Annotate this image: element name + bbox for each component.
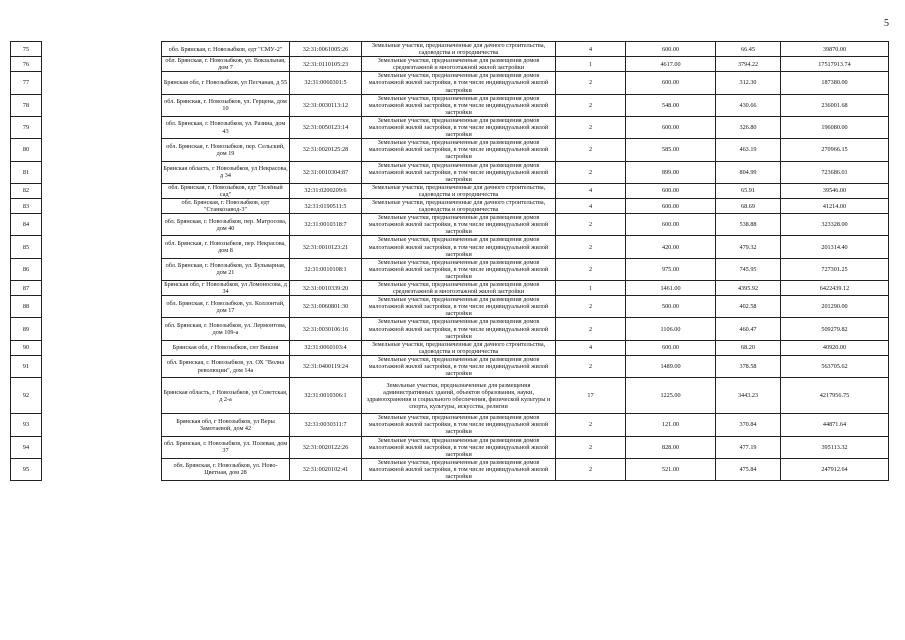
address-cell: обл. Брянская, г. Новозыбков, ул. Коллонтай, дом 17 bbox=[162, 296, 290, 318]
table-row bbox=[11, 296, 889, 318]
use-group-cell: 2 bbox=[556, 94, 626, 116]
cadastral-value-cell: 17517913.74 bbox=[781, 57, 889, 72]
table-row bbox=[11, 161, 889, 183]
specific-value-cell: 378.58 bbox=[716, 355, 781, 377]
cadastral-number-cell: 32:31:0010108:1 bbox=[290, 258, 362, 280]
cadastral-value-cell: 236001.68 bbox=[781, 94, 889, 116]
spacer-cell bbox=[42, 458, 162, 480]
cadastral-value-cell: 44871.64 bbox=[781, 414, 889, 436]
area-cell: 600.00 bbox=[626, 198, 716, 213]
cadastral-number-cell: 32:31:0050123:14 bbox=[290, 116, 362, 138]
cadastral-number-cell: 32:31:0010318:7 bbox=[290, 214, 362, 236]
permitted-use-cell: Земельные участки, предназначенные для размещения домов малоэтажной жилой застройки, в том числе индивидуальной жилой застройки bbox=[362, 116, 556, 138]
row-number-cell: 92 bbox=[11, 378, 42, 414]
table-row bbox=[11, 94, 889, 116]
permitted-use-cell: Земельные участки, предназначенные для дачного строительства, садоводства и огородничества bbox=[362, 340, 556, 355]
use-group-cell: 4 bbox=[556, 198, 626, 213]
row-number-cell: 86 bbox=[11, 258, 42, 280]
specific-value-cell: 3443.23 bbox=[716, 378, 781, 414]
area-cell: 1225.00 bbox=[626, 378, 716, 414]
area-cell: 1461.00 bbox=[626, 281, 716, 296]
specific-value-cell: 312.30 bbox=[716, 72, 781, 94]
use-group-cell: 2 bbox=[556, 236, 626, 258]
table-row bbox=[11, 57, 889, 72]
address-cell: Брянская область, г Новозыбков, ул Некрасова, д 34 bbox=[162, 161, 290, 183]
use-group-cell: 2 bbox=[556, 139, 626, 161]
address-cell: обл. Брянская, г. Новозыбков, ул. Лермонтова, дом 109-а bbox=[162, 318, 290, 340]
table-row bbox=[11, 258, 889, 280]
specific-value-cell: 370.84 bbox=[716, 414, 781, 436]
use-group-cell: 2 bbox=[556, 318, 626, 340]
area-cell: 600.00 bbox=[626, 340, 716, 355]
use-group-cell: 2 bbox=[556, 72, 626, 94]
address-cell: обл. Брянская, г. Новозыбков, пер. Некрасова, дом 8 bbox=[162, 236, 290, 258]
permitted-use-cell: Земельные участки, предназначенные для размещения домов малоэтажной жилой застройки, в том числе индивидуальной жилой застройки bbox=[362, 458, 556, 480]
specific-value-cell: 402.58 bbox=[716, 296, 781, 318]
address-cell: Брянская обл, г Новозыбков, снт Вишня bbox=[162, 340, 290, 355]
permitted-use-cell: Земельные участки, предназначенные для размещения домов малоэтажной жилой застройки, в том числе индивидуальной жилой застройки bbox=[362, 436, 556, 458]
permitted-use-cell: Земельные участки, предназначенные для дачного строительства, садоводства и огородничества bbox=[362, 198, 556, 213]
use-group-cell: 2 bbox=[556, 161, 626, 183]
cadastral-number-cell: 32:31:0020122:26 bbox=[290, 436, 362, 458]
cadastral-number-cell: 32:31:0030106:16 bbox=[290, 318, 362, 340]
row-number-cell: 77 bbox=[11, 72, 42, 94]
permitted-use-cell: Земельные участки, предназначенные для размещения домов малоэтажной жилой застройки, в том числе индивидуальной жилой застройки bbox=[362, 236, 556, 258]
row-number-cell: 85 bbox=[11, 236, 42, 258]
specific-value-cell: 475.84 bbox=[716, 458, 781, 480]
address-cell: Брянская обл, г Новозыбков, ул Веры Замотаевой, дом 42 bbox=[162, 414, 290, 436]
address-cell: обл. Брянская, г. Новозыбков, пер. Сельский, дом 19 bbox=[162, 139, 290, 161]
row-number-cell: 81 bbox=[11, 161, 42, 183]
use-group-cell: 4 bbox=[556, 340, 626, 355]
address-cell: обл. Брянская, г. Новозыбков, пер. Матросова, дом 40 bbox=[162, 214, 290, 236]
area-cell: 600.00 bbox=[626, 72, 716, 94]
cadastral-value-cell: 39870.00 bbox=[781, 42, 889, 57]
area-cell: 585.00 bbox=[626, 139, 716, 161]
cadastral-value-cell: 187380.00 bbox=[781, 72, 889, 94]
specific-value-cell: 804.99 bbox=[716, 161, 781, 183]
specific-value-cell: 538.88 bbox=[716, 214, 781, 236]
cadastral-value-cell: 196080.00 bbox=[781, 116, 889, 138]
use-group-cell: 2 bbox=[556, 355, 626, 377]
row-number-cell: 84 bbox=[11, 214, 42, 236]
spacer-cell bbox=[42, 94, 162, 116]
area-cell: 975.00 bbox=[626, 258, 716, 280]
table-row bbox=[11, 198, 889, 213]
row-number-cell: 94 bbox=[11, 436, 42, 458]
row-number-cell: 87 bbox=[11, 281, 42, 296]
cadastral-number-cell: 32:31:0010304:87 bbox=[290, 161, 362, 183]
area-cell: 548.00 bbox=[626, 94, 716, 116]
cadastral-value-cell: 395113.32 bbox=[781, 436, 889, 458]
row-number-cell: 89 bbox=[11, 318, 42, 340]
spacer-cell bbox=[42, 355, 162, 377]
cadastral-number-cell: 32:31:0010306:1 bbox=[290, 378, 362, 414]
permitted-use-cell: Земельные участки, предназначенные для размещения домов малоэтажной жилой застройки, в том числе индивидуальной жилой застройки bbox=[362, 94, 556, 116]
spacer-cell bbox=[42, 42, 162, 57]
cadastral-value-cell: 4217956.75 bbox=[781, 378, 889, 414]
address-cell: обл. Брянская, г. Новозыбков, ул. Герцена, дом 10 bbox=[162, 94, 290, 116]
cadastral-number-cell: 32:31:0010339:20 bbox=[290, 281, 362, 296]
use-group-cell: 2 bbox=[556, 258, 626, 280]
specific-value-cell: 326.80 bbox=[716, 116, 781, 138]
spacer-cell bbox=[42, 161, 162, 183]
table-row bbox=[11, 42, 889, 57]
use-group-cell: 2 bbox=[556, 296, 626, 318]
cadastral-number-cell: 32:31:0020125:28 bbox=[290, 139, 362, 161]
table-row bbox=[11, 340, 889, 355]
table-row bbox=[11, 355, 889, 377]
cadastral-number-cell: 32:31:0060103:4 bbox=[290, 340, 362, 355]
address-cell: обл. Брянская, г. Новозыбков, едт "Зелёный сад" bbox=[162, 183, 290, 198]
use-group-cell: 2 bbox=[556, 414, 626, 436]
cadastral-number-cell: 32:31:0190511:5 bbox=[290, 198, 362, 213]
table-row bbox=[11, 236, 889, 258]
table-row bbox=[11, 72, 889, 94]
permitted-use-cell: Земельные участки, предназначенные для размещения домов среднеэтажной и многоэтажной жилой застройки bbox=[362, 57, 556, 72]
specific-value-cell: 65.91 bbox=[716, 183, 781, 198]
spacer-cell bbox=[42, 139, 162, 161]
table-row bbox=[11, 281, 889, 296]
specific-value-cell: 479.32 bbox=[716, 236, 781, 258]
address-cell: обл. Брянская, г. Новозыбков, ул. Вокзальная, дом 7 bbox=[162, 57, 290, 72]
area-cell: 899.00 bbox=[626, 161, 716, 183]
use-group-cell: 4 bbox=[556, 183, 626, 198]
use-group-cell: 4 bbox=[556, 42, 626, 57]
table-row bbox=[11, 378, 889, 414]
permitted-use-cell: Земельные участки, предназначенные для размещения домов малоэтажной жилой застройки, в том числе индивидуальной жилой застройки bbox=[362, 355, 556, 377]
cadastral-value-cell: 323328.00 bbox=[781, 214, 889, 236]
address-cell: обл. Брянская, г. Новозыбков, едт "Станкозавод-3" bbox=[162, 198, 290, 213]
address-cell: обл. Брянская, г. Новозыбков, ул. Разина, дом 43 bbox=[162, 116, 290, 138]
spacer-cell bbox=[42, 116, 162, 138]
spacer-cell bbox=[42, 414, 162, 436]
cadastral-number-cell: 32:31:0060301:5 bbox=[290, 72, 362, 94]
area-cell: 828.00 bbox=[626, 436, 716, 458]
area-cell: 600.00 bbox=[626, 116, 716, 138]
address-cell: обл. Брянская, г. Новозыбков, ул. Бульварная, дом 21 bbox=[162, 258, 290, 280]
permitted-use-cell: Земельные участки, предназначенные для размещения домов малоэтажной жилой застройки, в том числе индивидуальной жилой застройки bbox=[362, 161, 556, 183]
land-plots-table bbox=[10, 41, 889, 481]
cadastral-value-cell: 41214.00 bbox=[781, 198, 889, 213]
address-cell: Брянская область, г Новозыбков, ул Советская, д 2-а bbox=[162, 378, 290, 414]
cadastral-number-cell: 32:31:0030311:7 bbox=[290, 414, 362, 436]
cadastral-number-cell: 32:31:0030113:12 bbox=[290, 94, 362, 116]
use-group-cell: 2 bbox=[556, 436, 626, 458]
cadastral-value-cell: 270966.15 bbox=[781, 139, 889, 161]
row-number-cell: 90 bbox=[11, 340, 42, 355]
specific-value-cell: 4395.92 bbox=[716, 281, 781, 296]
table-row bbox=[11, 318, 889, 340]
cadastral-number-cell: 32:31:0200209:6 bbox=[290, 183, 362, 198]
cadastral-number-cell: 32:31:0010123:21 bbox=[290, 236, 362, 258]
table-row bbox=[11, 116, 889, 138]
table-row bbox=[11, 458, 889, 480]
area-cell: 600.00 bbox=[626, 42, 716, 57]
area-cell: 600.00 bbox=[626, 214, 716, 236]
row-number-cell: 88 bbox=[11, 296, 42, 318]
cadastral-number-cell: 32:31:0020102:41 bbox=[290, 458, 362, 480]
use-group-cell: 1 bbox=[556, 281, 626, 296]
use-group-cell: 2 bbox=[556, 214, 626, 236]
use-group-cell: 1 bbox=[556, 57, 626, 72]
cadastral-value-cell: 201290.00 bbox=[781, 296, 889, 318]
row-number-cell: 79 bbox=[11, 116, 42, 138]
spacer-cell bbox=[42, 281, 162, 296]
row-number-cell: 82 bbox=[11, 183, 42, 198]
table-row bbox=[11, 214, 889, 236]
permitted-use-cell: Земельные участки, предназначенные для размещения административных зданий, объектов образования, науки, здравоохранения и социального обеспечения, физической культуры и спорта, культуры, искусства, религии bbox=[362, 378, 556, 414]
cadastral-number-cell: 32:31:0060801:30 bbox=[290, 296, 362, 318]
row-number-cell: 83 bbox=[11, 198, 42, 213]
cadastral-value-cell: 201314.40 bbox=[781, 236, 889, 258]
permitted-use-cell: Земельные участки, предназначенные для размещения домов малоэтажной жилой застройки, в том числе индивидуальной жилой застройки bbox=[362, 72, 556, 94]
spacer-cell bbox=[42, 214, 162, 236]
permitted-use-cell: Земельные участки, предназначенные для дачного строительства, садоводства и огородничества bbox=[362, 42, 556, 57]
table-row bbox=[11, 414, 889, 436]
table-row bbox=[11, 436, 889, 458]
area-cell: 521.00 bbox=[626, 458, 716, 480]
area-cell: 500.00 bbox=[626, 296, 716, 318]
specific-value-cell: 745.95 bbox=[716, 258, 781, 280]
permitted-use-cell: Земельные участки, предназначенные для размещения домов малоэтажной жилой застройки, в том числе индивидуальной жилой застройки bbox=[362, 414, 556, 436]
table-row bbox=[11, 183, 889, 198]
cadastral-number-cell: 32:31:0110105:23 bbox=[290, 57, 362, 72]
address-cell: обл. Брянская, г. Новозыбков, ул. Полевая, дом 37 bbox=[162, 436, 290, 458]
cadastral-number-cell: 32:31:0400119:24 bbox=[290, 355, 362, 377]
specific-value-cell: 430.66 bbox=[716, 94, 781, 116]
spacer-cell bbox=[42, 183, 162, 198]
use-group-cell: 17 bbox=[556, 378, 626, 414]
permitted-use-cell: Земельные участки, предназначенные для размещения домов среднеэтажной и многоэтажной жилой застройки bbox=[362, 281, 556, 296]
page-number: 5 bbox=[884, 18, 889, 29]
specific-value-cell: 477.19 bbox=[716, 436, 781, 458]
specific-value-cell: 3794.22 bbox=[716, 57, 781, 72]
specific-value-cell: 66.45 bbox=[716, 42, 781, 57]
cadastral-value-cell: 563705.62 bbox=[781, 355, 889, 377]
area-cell: 4617.00 bbox=[626, 57, 716, 72]
spacer-cell bbox=[42, 436, 162, 458]
row-number-cell: 91 bbox=[11, 355, 42, 377]
row-number-cell: 93 bbox=[11, 414, 42, 436]
row-number-cell: 76 bbox=[11, 57, 42, 72]
cadastral-value-cell: 247912.64 bbox=[781, 458, 889, 480]
spacer-cell bbox=[42, 296, 162, 318]
permitted-use-cell: Земельные участки, предназначенные для размещения домов малоэтажной жилой застройки, в том числе индивидуальной жилой застройки bbox=[362, 139, 556, 161]
table-row bbox=[11, 139, 889, 161]
area-cell: 1106.00 bbox=[626, 318, 716, 340]
address-cell: обл. Брянская, г. Новозыбков, ул. ОХ "Волна революции", дом 14а bbox=[162, 355, 290, 377]
area-cell: 600.00 bbox=[626, 183, 716, 198]
cadastral-value-cell: 39546.00 bbox=[781, 183, 889, 198]
area-cell: 1489.00 bbox=[626, 355, 716, 377]
row-number-cell: 95 bbox=[11, 458, 42, 480]
specific-value-cell: 460.47 bbox=[716, 318, 781, 340]
spacer-cell bbox=[42, 318, 162, 340]
table-body bbox=[11, 42, 889, 481]
specific-value-cell: 463.19 bbox=[716, 139, 781, 161]
row-number-cell: 80 bbox=[11, 139, 42, 161]
spacer-cell bbox=[42, 198, 162, 213]
cadastral-value-cell: 6422439.12 bbox=[781, 281, 889, 296]
permitted-use-cell: Земельные участки, предназначенные для размещения домов малоэтажной жилой застройки, в том числе индивидуальной жилой застройки bbox=[362, 214, 556, 236]
cadastral-value-cell: 727301.25 bbox=[781, 258, 889, 280]
cadastral-value-cell: 40920.00 bbox=[781, 340, 889, 355]
row-number-cell: 78 bbox=[11, 94, 42, 116]
spacer-cell bbox=[42, 258, 162, 280]
use-group-cell: 2 bbox=[556, 116, 626, 138]
spacer-cell bbox=[42, 72, 162, 94]
use-group-cell: 2 bbox=[556, 458, 626, 480]
permitted-use-cell: Земельные участки, предназначенные для размещения домов малоэтажной жилой застройки, в том числе индивидуальной жилой застройки bbox=[362, 318, 556, 340]
address-cell: обл. Брянская, г. Новозыбков, едт "СМУ-2" bbox=[162, 42, 290, 57]
spacer-cell bbox=[42, 340, 162, 355]
specific-value-cell: 68.69 bbox=[716, 198, 781, 213]
address-cell: Брянская обл, г Новозыбков, ул Песчаная, д 55 bbox=[162, 72, 290, 94]
permitted-use-cell: Земельные участки, предназначенные для размещения домов малоэтажной жилой застройки, в том числе индивидуальной жилой застройки bbox=[362, 296, 556, 318]
cadastral-value-cell: 723686.01 bbox=[781, 161, 889, 183]
address-cell: обл. Брянская, г. Новозыбков, ул. Ново-Цветная, дом 28 bbox=[162, 458, 290, 480]
area-cell: 420.00 bbox=[626, 236, 716, 258]
permitted-use-cell: Земельные участки, предназначенные для размещения домов малоэтажной жилой застройки, в том числе индивидуальной жилой застройки bbox=[362, 258, 556, 280]
spacer-cell bbox=[42, 378, 162, 414]
address-cell: Брянская обл, г Новозыбков, ул Ломоносова, д 34 bbox=[162, 281, 290, 296]
spacer-cell bbox=[42, 236, 162, 258]
specific-value-cell: 68.20 bbox=[716, 340, 781, 355]
spacer-cell bbox=[42, 57, 162, 72]
area-cell: 121.00 bbox=[626, 414, 716, 436]
row-number-cell: 75 bbox=[11, 42, 42, 57]
cadastral-number-cell: 32:31:0061005:26 bbox=[290, 42, 362, 57]
permitted-use-cell: Земельные участки, предназначенные для дачного строительства, садоводства и огородничества bbox=[362, 183, 556, 198]
cadastral-value-cell: 509279.82 bbox=[781, 318, 889, 340]
